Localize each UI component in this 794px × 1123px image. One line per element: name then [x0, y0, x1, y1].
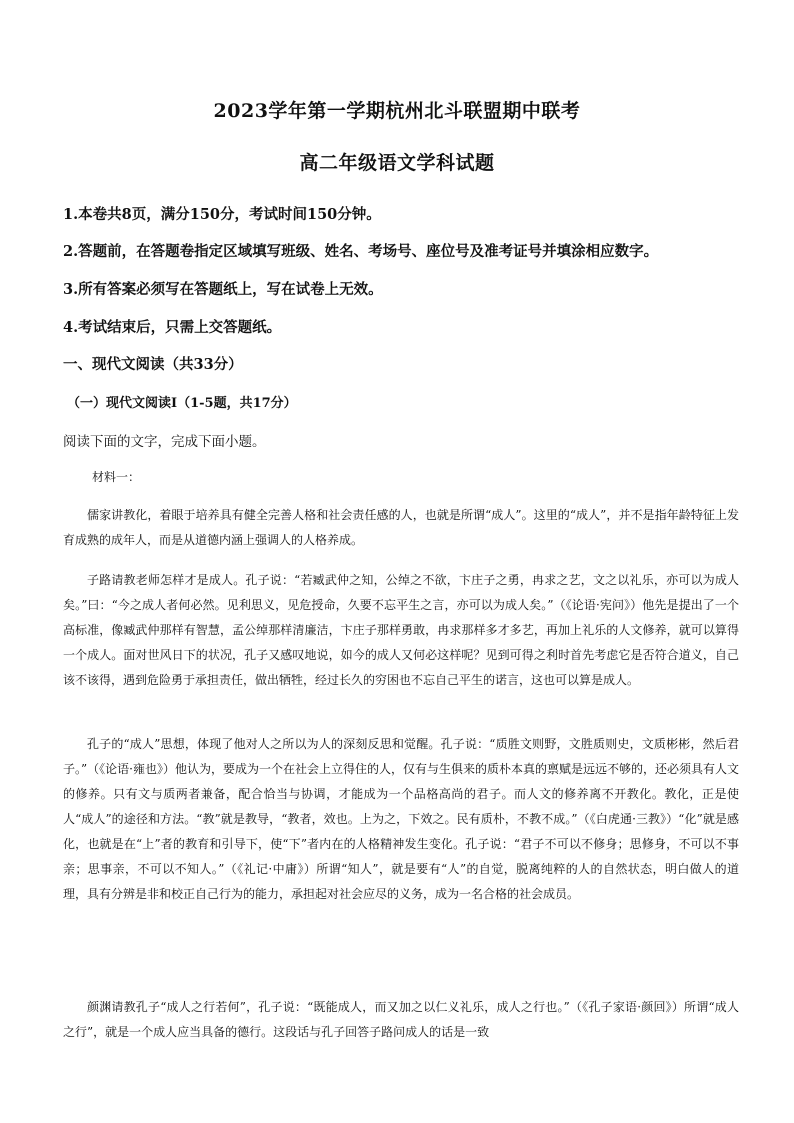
material-label: 材料一：: [92, 470, 141, 484]
passage-paragraph: 孔子的“成人”思想，体现了他对人之所以为人的深刻反思和觉醒。孔子说：“质胜文则野，文胜质则史，文质彬彬，然后君子。”（《论语·雍也》）他认为，要成为一个在社会上立得住的人，仅有与生俱来的质朴本真的禀赋是远远不够的，还必须具有人文的修养。只有文与质两者兼备，配合恰当与协调，才能成为一个品格高尚的君子。而人文的修养离不开教化。教化，正是使人“成人”的途径和方法。“教”就是教导，“教者，效也。上为之，下效之。民有质朴，不教不成。”（《白虎通·三教》）“化”就是感化，也就是在“上”者的教育和引导下，使“下”者内在的人格精神发生变化。孔子说：“君子不可以不修身；思修身，不可以不事亲；思事亲，不可以不知人。”（《礼记·中庸》）所谓“知人”，就是要有“人”的自觉，脱离纯粹的人的自然状态，明白做人的道理，具有分辨是非和校正自己行为的能力，承担起对社会应尽的义务，成为一名合格的社会成员。: [63, 737, 739, 901]
reading-instruction: 阅读下面的文字，完成下面小题。: [63, 434, 266, 450]
passage-paragraph: 儒家讲教化，着眼于培养具有健全完善人格和社会责任感的人，也就是所谓“成人”。这里的“成人”，并不是指年龄特征上发育成熟的成年人，而是从道德内涵上强调人的人格养成。: [63, 508, 739, 547]
instruction-note-1: 1.本卷共8页，满分150分，考试时间150分钟。: [63, 206, 381, 223]
instruction-note-3: 3.所有答案必须写在答题纸上，写在试卷上无效。: [63, 281, 383, 298]
exam-title: 2023学年第一学期杭州北斗联盟期中联考: [213, 100, 581, 122]
section-subheading: （一）现代文阅读Ⅰ（1-5题，共17分）: [67, 396, 297, 411]
passage-paragraph: 子路请教老师怎样才是成人。孔子说：“若臧武仲之知，公绰之不欲，卞庄子之勇，冉求之艺，文之以礼乐，亦可以为成人矣。”曰：“今之成人者何必然。见利思义，见危授命，久要不忘平生之言，亦可以为成人矣。”（《论语·宪问》）他先是提出了一个高标准，像臧武仲那样有智慧，孟公绰那样清廉洁，卞庄子那样勇敢，冉求那样多才多艺，再加上礼乐的人文修养，就可以算得一个成人。面对世风日下的状况，孔子又感叹地说，如今的成人又何必这样呢？见到可得之利时首先考虑它是否符合道义，自己该不该得，遇到危险勇于承担责任，做出牺牲，经过长久的穷困也不忘自己平生的诺言，这也可以算是成人。: [63, 573, 739, 687]
instruction-note-2: 2.答题前，在答题卷指定区域填写班级、姓名、考场号、座位号及准考证号并填涂相应数字。: [63, 243, 659, 260]
section-heading: 一、现代文阅读（共33分）: [63, 356, 243, 373]
instruction-note-4: 4.考试结束后，只需上交答题纸。: [63, 319, 282, 336]
exam-subtitle: 高二年级语文学科试题: [299, 152, 495, 174]
passage-paragraph: 颜渊请教孔子“成人之行若何”，孔子说：“既能成人，而又加之以仁义礼乐，成人之行也。”（《孔子家语·颜回》）所谓“成人之行”，就是一个成人应当具备的德行。这段话与孔子回答子路问成人的话是一致: [63, 1000, 739, 1039]
